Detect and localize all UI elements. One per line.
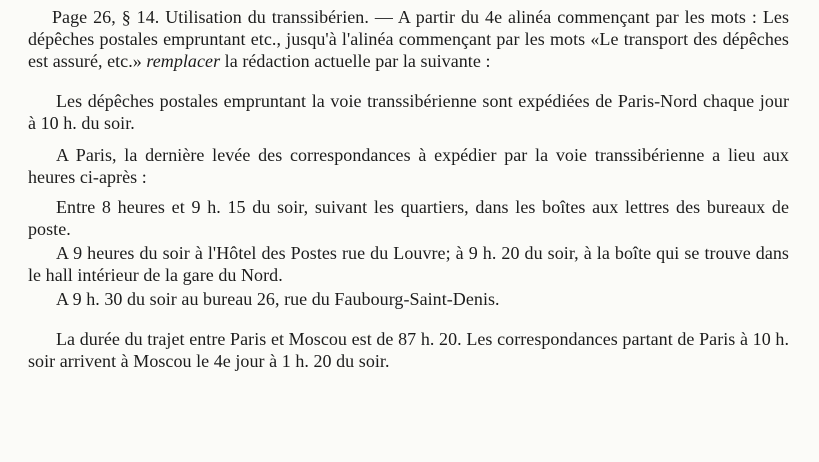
amendment-text-end: la rédaction actuelle par la suivante :: [220, 51, 491, 71]
dispatch-paragraph: Les dépêches postales empruntant la voie transsibérienne sont expédiées de Paris-Nord chaque jour à 10 h. du soir.: [28, 91, 789, 133]
mailbox-times-paragraph: Entre 8 heures et 9 h. 15 du soir, suivant les quartiers, dans les boîtes aux lettres des bureaux de poste.: [28, 197, 789, 239]
faubourg-saint-denis-paragraph: A 9 h. 30 du soir au bureau 26, rue du Faubourg-Saint-Denis.: [56, 289, 500, 309]
last-collection-paragraph: A Paris, la dernière levée des correspondances à expédier par la voie transsibérienne a lieu aux heures ci-après :: [28, 145, 789, 187]
amendment-text: Page 26, § 14. Utilisation du transsibérien. — A partir du 4e alinéa commençant par les mots : Les dépêches postales empruntant etc., jusqu'à l'alinéa commençant par les mots «Le transport des dépêches est assuré, etc.»: [28, 7, 789, 71]
amendment-italic-verb: remplacer: [146, 51, 221, 71]
amendment-paragraph: [28, 6, 789, 72]
journey-duration-paragraph: La durée du trajet entre Paris et Moscou est de 87 h. 20. Les correspondances partant de Paris à 10 h. soir arrivent à Moscou le 4e jour à 1 h. 20 du soir.: [28, 329, 789, 371]
hotel-des-postes-paragraph: A 9 heures du soir à l'Hôtel des Postes rue du Louvre; à 9 h. 20 du soir, à la boîte qui se trouve dans le hall intérieur de la gare du Nord.: [28, 243, 789, 285]
